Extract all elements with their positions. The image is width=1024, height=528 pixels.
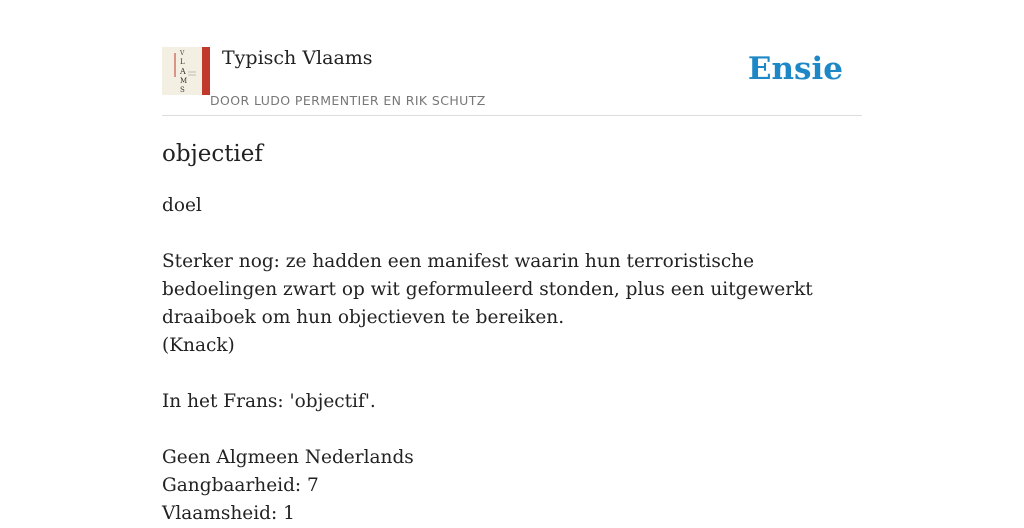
ensie-logo-link[interactable]: Ensie [747, 51, 843, 87]
svg-text:L: L [180, 58, 185, 66]
entry-french-note: In het Frans: 'objectif'. [162, 391, 376, 412]
entry-body [162, 192, 862, 528]
entry-classification: Geen Algmeen Nederlands [162, 447, 414, 468]
entry-definition: doel [162, 195, 202, 216]
svg-text:V: V [180, 50, 185, 57]
dictionary-title[interactable]: Typisch Vlaams [222, 47, 373, 69]
dictionary-authors: DOOR LUDO PERMENTIER EN RIK SCHUTZ [210, 93, 486, 108]
page-container [162, 0, 862, 524]
svg-text:S: S [180, 86, 185, 94]
entry-quote: Sterker nog: ze hadden een manifest waarin hun terroristische bedoelingen zwart op wit geformuleerd stonden, plus een uitgewerkt draaiboek om hun objectieven te bereiken. [162, 251, 813, 328]
spacer [162, 220, 862, 248]
entry-frequency: Gangbaarheid: 7 [162, 475, 319, 496]
typisch-vlaams-book-cover-icon[interactable] [162, 47, 210, 95]
entry-source: (Knack) [162, 335, 235, 356]
svg-text:A: A [180, 67, 186, 76]
dictionary-header [162, 0, 862, 116]
svg-text:M: M [180, 77, 188, 85]
entry-term: objectief [162, 141, 263, 167]
spacer [162, 416, 862, 444]
entry-flemishness: Vlaamsheid: 1 [162, 503, 295, 524]
spacer [162, 360, 862, 388]
